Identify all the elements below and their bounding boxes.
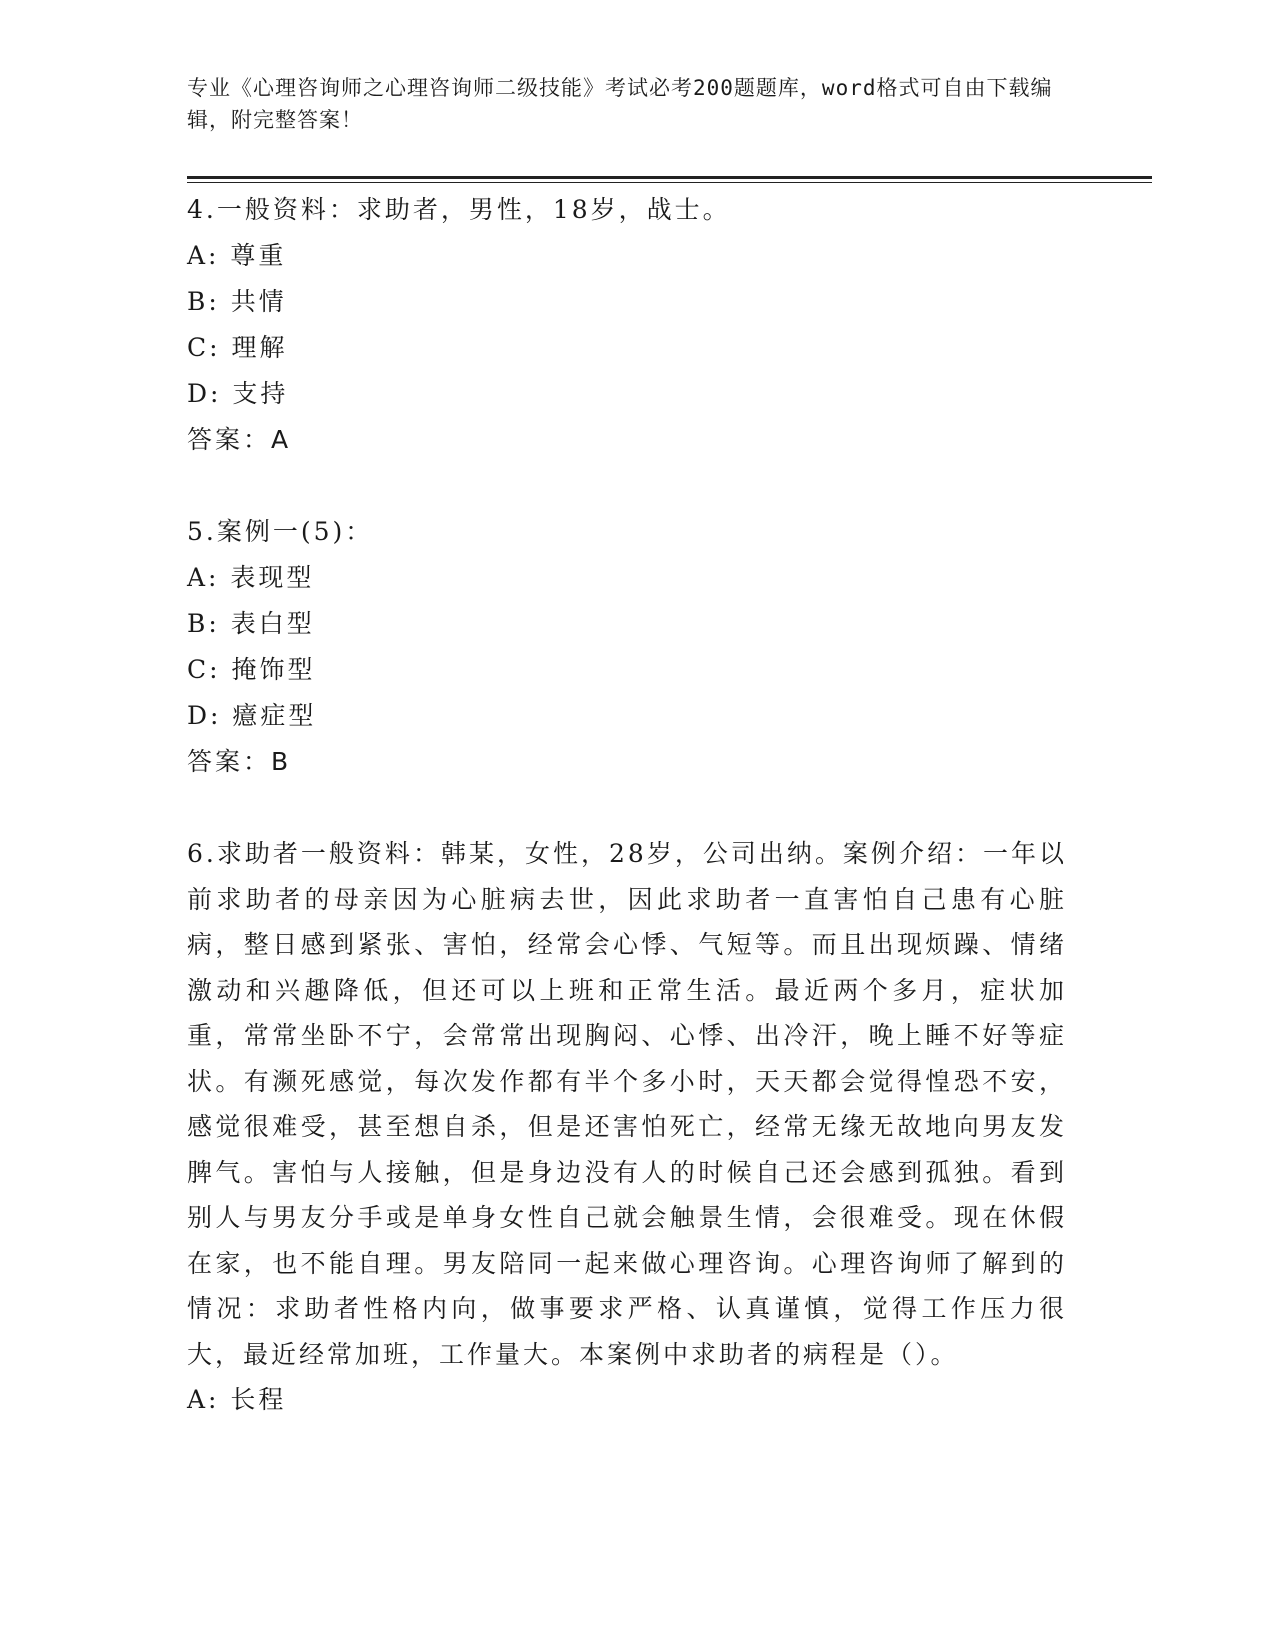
option-a: A: 表现型 [187,563,315,592]
header-rule-thick [187,176,1152,179]
question-stem: 6.求助者一般资料：韩某，女性，28岁，公司出纳。案例介绍：一年以前求助者的母亲因为心脏病去世，因此求助者一直害怕自己患有心脏病，整日感到紧张、害怕，经常会心悸、气短等。而且出现烦躁、情绪激动和兴趣降低，但还可以上班和正常生活。最近两个多月，症状加重，常常坐卧不宁，会常常出现胸闷、心悸、出冷汗，晚上睡不好等症状。有濒死感觉，每次发作都有半个多小时，天天都会觉得惶恐不安，感觉很难受，甚至想自杀，但是还害怕死亡，经常无缘无故地向男友发脾气。害怕与人接触，但是身边没有人的时候自己还会感到孤独。看到别人与男友分手或是单身女性自己就会触景生情，会很难受。现在休假在家，也不能自理。男友陪同一起来做心理咨询。心理咨询师了解到的情况：求助者性格内向，做事要求严格、认真谨慎，觉得工作压力很大，最近经常加班，工作量大。本案例中求助者的病程是（）。 [187,839,1067,1369]
answer-line: 答案：A [187,425,292,454]
option-d: D: 支持 [187,379,289,408]
option-a: A: 长程 [187,1385,287,1414]
question-6 [187,831,1067,1423]
option-c: C: 掩饰型 [187,655,316,684]
answer-line: 答案：B [187,747,292,776]
question-4 [187,187,1067,463]
option-c: C: 理解 [187,333,288,362]
header-rule-thin [187,182,1152,183]
question-stem: 5.案例一(5)： [187,517,374,546]
question-5 [187,509,1067,785]
option-a: A: 尊重 [187,241,287,270]
question-stem: 4.一般资料：求助者，男性，18岁，战士。 [187,195,731,224]
option-b: B: 共情 [187,287,287,316]
option-b: B: 表白型 [187,609,315,638]
spacer [187,785,1067,831]
document-header: 专业《心理咨询师之心理咨询师二级技能》考试必考200题题库，word格式可自由下载编辑，附完整答案！ [187,76,1053,132]
spacer [187,463,1067,509]
question-list [187,187,1067,1423]
option-d: D: 癔症型 [187,701,317,730]
